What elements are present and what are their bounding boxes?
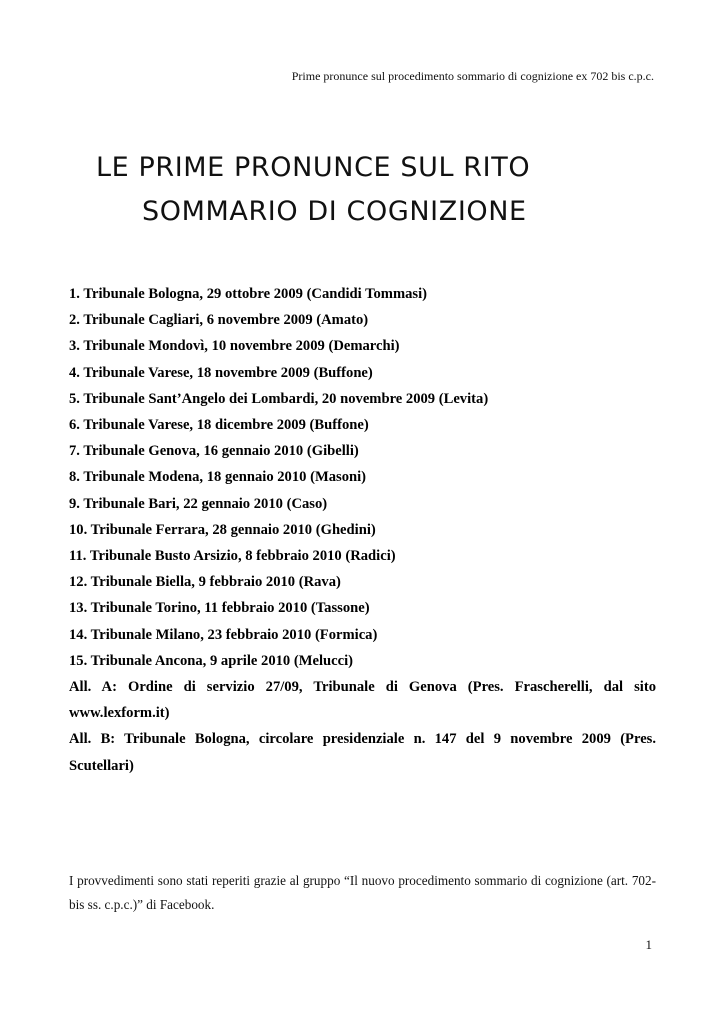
ruling-item: 9. Tribunale Bari, 22 gennaio 2010 (Caso) bbox=[69, 495, 328, 512]
ruling-item: 14. Tribunale Milano, 23 febbraio 2010 (Formica) bbox=[69, 626, 378, 643]
ruling-item: 2. Tribunale Cagliari, 6 novembre 2009 (Amato) bbox=[69, 312, 369, 329]
ruling-item: 11. Tribunale Busto Arsizio, 8 febbraio 2010 (Radici) bbox=[69, 548, 396, 565]
title-line-2: SOMMARIO DI COGNIZIONE bbox=[142, 196, 527, 227]
ruling-item: 15. Tribunale Ancona, 9 aprile 2010 (Melucci) bbox=[69, 652, 354, 669]
document-title bbox=[96, 146, 676, 234]
ruling-item: 12. Tribunale Biella, 9 febbraio 2010 (Rava) bbox=[69, 574, 341, 591]
annex-a: All. A: Ordine di servizio 27/09, Tribunale di Genova (Pres. Frascherelli, dal sito www.lexform.it) bbox=[69, 679, 656, 722]
ruling-item: 7. Tribunale Genova, 16 gennaio 2010 (Gibelli) bbox=[69, 443, 359, 460]
ruling-item: 4. Tribunale Varese, 18 novembre 2009 (Buffone) bbox=[69, 364, 373, 381]
running-header: Prime pronunce sul procedimento sommario di cognizione ex 702 bis c.p.c. bbox=[291, 69, 654, 83]
ruling-item: 5. Tribunale Sant’Angelo dei Lombardi, 20 novembre 2009 (Levita) bbox=[69, 390, 489, 407]
ruling-item: 13. Tribunale Torino, 11 febbraio 2010 (Tassone) bbox=[69, 600, 370, 617]
ruling-item: 10. Tribunale Ferrara, 28 gennaio 2010 (Ghedini) bbox=[69, 521, 376, 538]
annex-b: All. B: Tribunale Bologna, circolare presidenziale n. 147 del 9 novembre 2009 (Pres. Scutellari) bbox=[69, 731, 656, 774]
ruling-item: 6. Tribunale Varese, 18 dicembre 2009 (Buffone) bbox=[69, 417, 369, 434]
ruling-item: 8. Tribunale Modena, 18 gennaio 2010 (Masoni) bbox=[69, 469, 367, 486]
ruling-item: 1. Tribunale Bologna, 29 ottobre 2009 (Candidi Tommasi) bbox=[69, 286, 428, 302]
title-line-1: LE PRIME PRONUNCE SUL RITO bbox=[96, 152, 531, 183]
rulings-list bbox=[69, 281, 656, 779]
ruling-item: 3. Tribunale Mondovì, 10 novembre 2009 (Demarchi) bbox=[69, 338, 400, 355]
footnote: I provvedimenti sono stati reperiti grazie al gruppo “Il nuovo procedimento sommario di cognizione (art. 702-bis ss. c.p.c.)” di Facebook. bbox=[69, 873, 656, 912]
page-number: 1 bbox=[645, 937, 652, 952]
